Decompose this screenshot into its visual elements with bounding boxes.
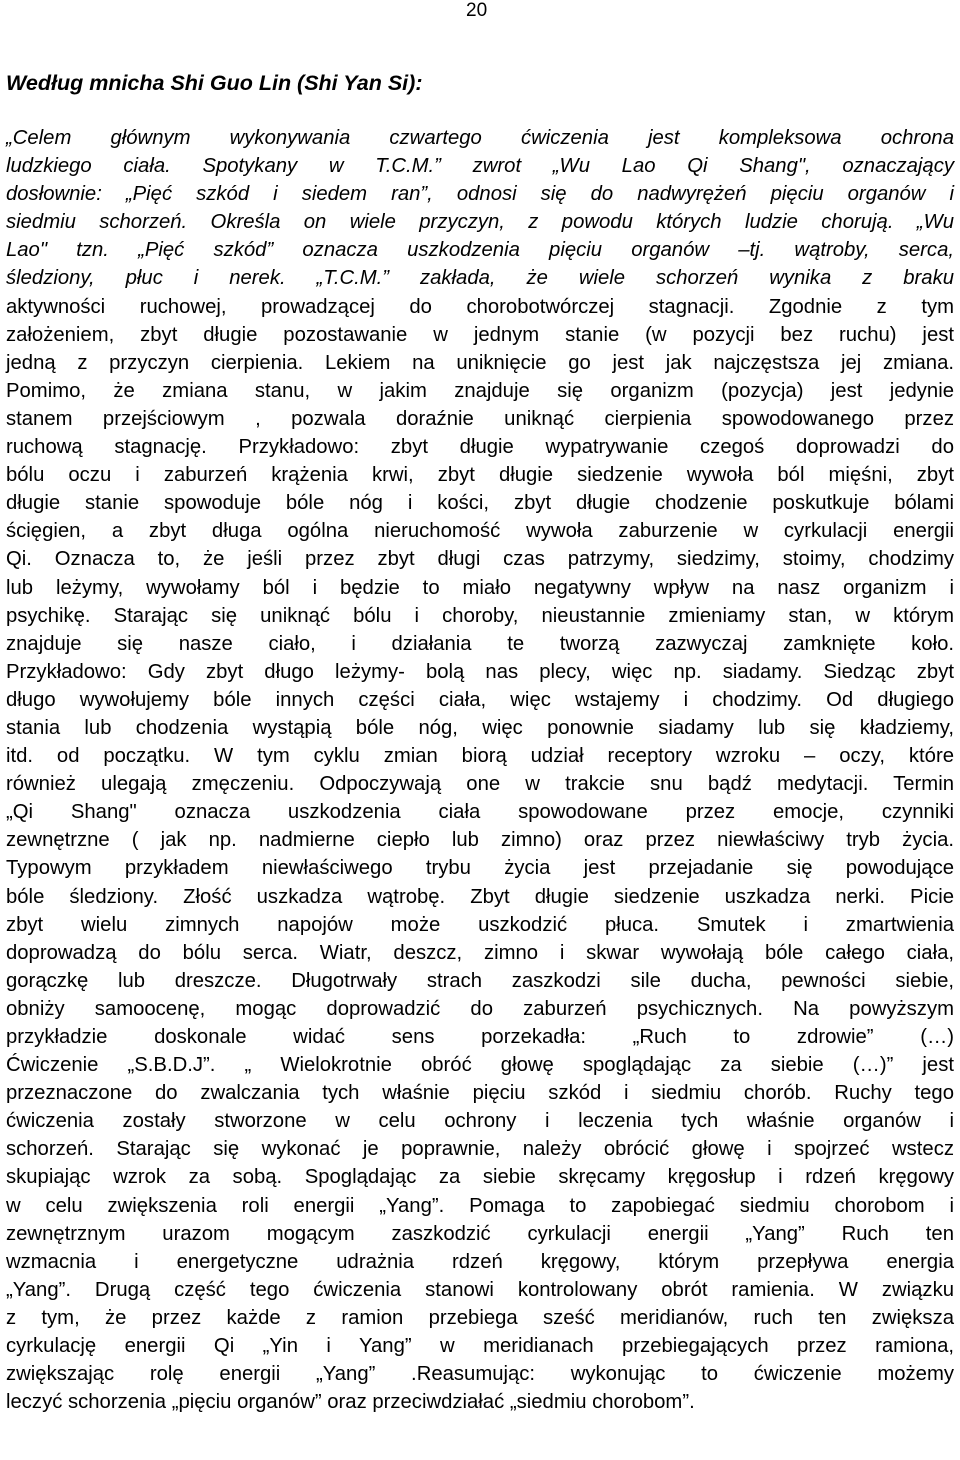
text-line: długo wywołujemy bóle innych części ciała, więc wstajemy i chodzimy. Od długiego — [6, 688, 954, 711]
text-line: w celu zwiększenia roli energii „Yang”. Pomaga to zapobiegać siedmiu chorobom i — [6, 1194, 954, 1217]
text-line: wzmacnia i energetyczne udrażnia rdzeń kręgowy, którym przepływa energia — [6, 1250, 954, 1273]
text-line: stanem przejściowym , pozwala doraźnie uniknąć cierpienia spowodowanego przez — [6, 407, 954, 430]
text-line: stania lub chodzenia wystąpią bóle nóg, więc ponownie siadamy lub się kładziemy, — [6, 716, 954, 739]
text-line: skupiając wzrok za sobą. Spoglądając za siebie skręcamy kręgosłup i rdzeń kręgowy — [6, 1166, 954, 1189]
text-line: ścięgien, a zbyt długa ogólna nieruchomość wywoła zaburzenie w cyrkulacji energii — [6, 520, 954, 543]
text-line: zewnętrznym urazom mogącym zaszkodzić cyrkulacji energii „Yang” Ruch ten — [6, 1222, 954, 1245]
text-line: siedmiu schorzeń. Określa on wiele przyczyn, z powodu których ludzie chorują. „Wu — [6, 211, 954, 234]
text-line: przykładzie doskonale widać sens porzekadła: „Ruch to zdrowie” (…) — [6, 1026, 954, 1048]
page-number: 20 — [466, 0, 488, 21]
text-line: jedną z przyczyn cierpienia. Lekiem na uniknięcie go jest jak najczęstsza jej zmiana. — [6, 351, 954, 374]
text-line: dosłownie: „Pięć szkód i siedem ran”, odnosi się do nadwyrężeń pięciu organów i — [6, 183, 954, 206]
text-line: śledziony, płuc i nerek. „T.C.M.” zakłada, że wiele schorzeń wynika z braku — [6, 267, 954, 290]
text-line: lub leżymy, wywołamy ból i będzie to miało negatywny wpływ na nasz organizm i — [6, 576, 954, 599]
text-line: doprowadzą do bólu serca. Wiatr, deszcz, zimno i skwar wywołają bóle całego ciała, — [6, 941, 954, 964]
section-heading: Według mnicha Shi Guo Lin (Shi Yan Si): — [6, 71, 423, 95]
text-line: Qi. Oznacza to, że jeśli przez zbyt długi czas patrzymy, siedzimy, stoimy, chodzimy — [6, 548, 954, 571]
text-line: bólu oczu i zaburzeń krążenia krwi, zbyt długie siedzenie wywoła ból mięśni, zbyt — [6, 464, 954, 487]
text-line: zewnętrzne ( jak np. nadmierne ciepło lub zimno) oraz przez niewłaściwy tryb życia. — [6, 829, 954, 852]
text-line: schorzeń. Starając się wykonać je poprawnie, należy obrócić głowę i spojrzeć wstecz — [6, 1138, 954, 1161]
text-line: „Qi Shang" oznacza uszkodzenia ciała spowodowane przez emocje, czynniki — [6, 801, 954, 824]
text-line: obniży samoocenę, mogąc doprowadzić do zaburzeń psychicznych. Na powyższym — [6, 997, 954, 1020]
text-line: ćwiczenia zostały stworzone w celu ochrony i leczenia tych właśnie organów i — [6, 1110, 954, 1133]
text-line: itd. od początku. W tym cyklu zmian biorą udział receptory wzroku – oczy, które — [6, 745, 954, 768]
text-line: Lao" tzn. „Pięć szkód” oznacza uszkodzenia pięciu organów –tj. wątroby, serca, — [6, 239, 954, 262]
text-line: ludzkiego ciała. Spotykany w T.C.M.” zwrot „Wu Lao Qi Shang", oznaczający — [6, 155, 954, 178]
text-line: Pomimo, że zmiana stanu, w jakim znajduje się organizm (pozycja) jest jedynie — [6, 379, 954, 402]
body-text — [6, 124, 954, 1416]
text-line: znajduje się nasze ciało, i działania te tworzą zazwyczaj zamknięte koło. — [6, 632, 954, 655]
text-line: z tym, że przez każde z ramion przebiega sześć meridianów, ruch ten zwiększa — [6, 1306, 954, 1329]
text-line: zbyt wielu zimnych napojów może uszkodzić płuca. Smutek i zmartwienia — [6, 913, 954, 936]
text-line: „Yang”. Drugą część tego ćwiczenia stanowi kontrolowany obrót ramienia. W związku — [6, 1278, 954, 1301]
text-line: „Celem głównym wykonywania czwartego ćwiczenia jest kompleksowa ochrona — [6, 127, 954, 149]
text-line: również ulegają zmęczeniu. Odpoczywają one w trakcie snu bądź medytacji. Termin — [6, 773, 954, 796]
text-line: Typowym przykładem niewłaściwego trybu życia jest przejadanie się powodujące — [6, 857, 954, 880]
text-line: ruchową stagnację. Przykładowo: zbyt długie wypatrywanie czegoś doprowadzi do — [6, 436, 954, 459]
text-line: gorączkę lub dreszcze. Długotrwały strach zaszkodzi sile ducha, pewności siebie, — [6, 969, 954, 992]
text-line: zwiększając rolę energii „Yang” .Reasumując: wykonując to ćwiczenie możemy — [6, 1363, 954, 1386]
text-line: założeniem, zbyt długie pozostawanie w jednym stanie (w pozycji bez ruchu) jest — [6, 323, 954, 346]
text-line: przeznaczone do zwalczania tych właśnie pięciu szkód i siedmiu chorób. Ruchy tego — [6, 1082, 954, 1105]
text-line: aktywności ruchowej, prowadzącej do chorobotwórczej stagnacji. Zgodnie z tym — [6, 295, 954, 318]
text-line: cyrkulację energii Qi „Yin i Yang” w meridianach przebiegających przez ramiona, — [6, 1335, 954, 1358]
text-line: Ćwiczenie „S.B.D.J”. „ Wielokrotnie obróć głowę spoglądając za siebie (…)” jest — [6, 1054, 954, 1077]
text-line: Przykładowo: Gdy zbyt długo leżymy- bolą nas plecy, więc np. siadamy. Siedząc zbyt — [6, 660, 954, 683]
text-line: psychikę. Starając się uniknąć bólu i choroby, nieustannie zmieniamy stan, w którym — [6, 604, 954, 627]
text-line: długie stanie spowoduje bóle nóg i kości, zbyt długie chodzenie poskutkuje bólami — [6, 492, 954, 515]
text-line: bóle śledziony. Złość uszkadza wątrobę. Zbyt długie siedzenie uszkadza nerki. Picie — [6, 885, 954, 908]
text-line: leczyć schorzenia „pięciu organów” oraz przeciwdziałać „siedmiu chorobom”. — [6, 1391, 695, 1414]
